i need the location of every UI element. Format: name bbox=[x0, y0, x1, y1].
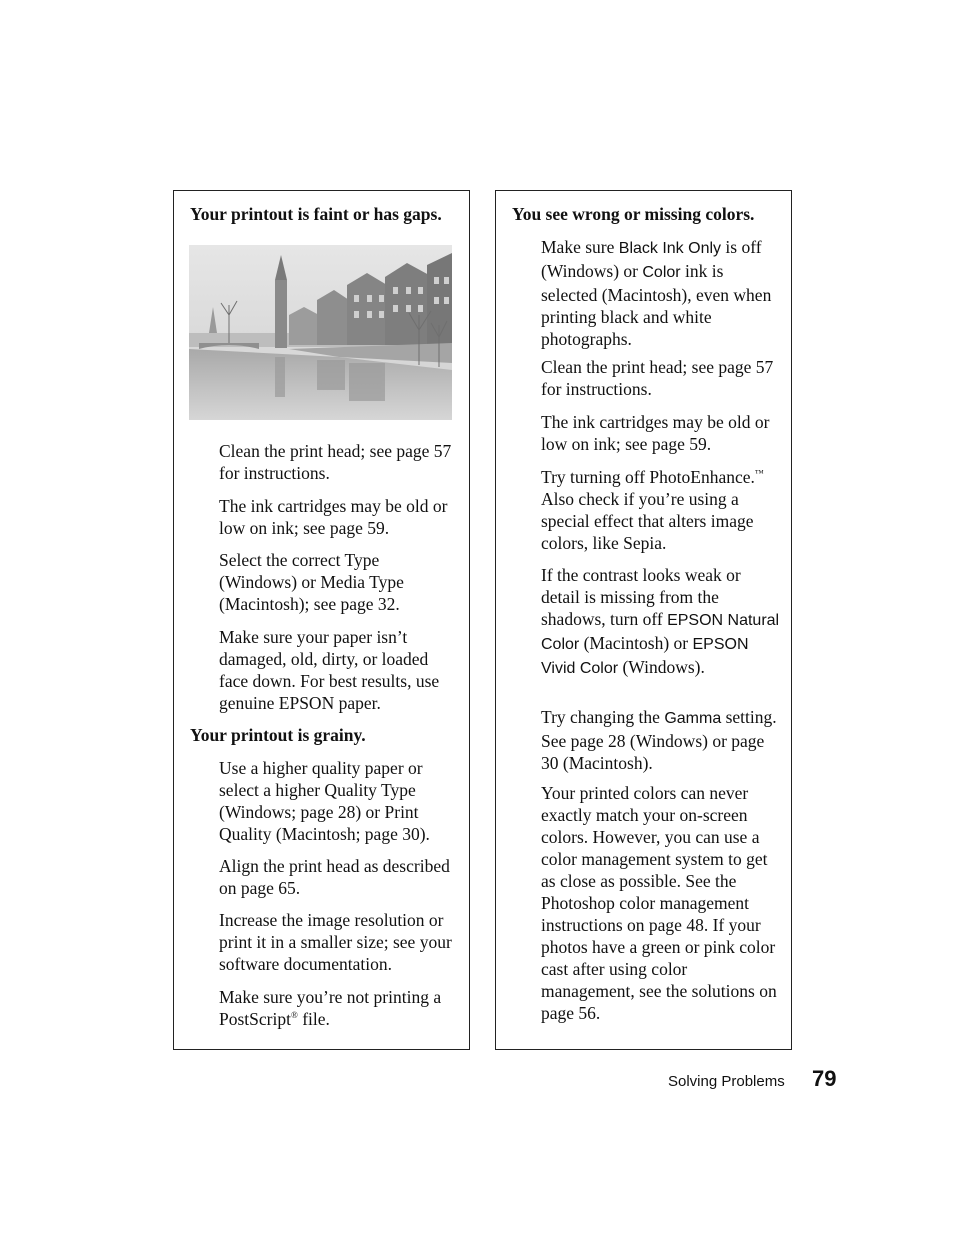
quality-text: Use a higher quality paper or select a higher Quality Type (Windows; page 28) or Print Quality (Macintosh; page 30). bbox=[219, 758, 430, 844]
canal-photo bbox=[189, 245, 452, 420]
cartridges-text-right: The ink cartridges may be old or low on ink; see page 59. bbox=[541, 412, 770, 454]
align-head-text: Align the print head as described on page 65. bbox=[219, 856, 450, 898]
faint-gaps-heading: Your printout is faint or has gaps. bbox=[190, 204, 442, 224]
media-type-text: Select the correct Type (Windows) or Media Type (Macintosh); see page 32. bbox=[219, 550, 404, 614]
contrast-text: If the contrast looks weak or detail is missing from the shadows, turn off EPSON Natural Color (Macintosh) or EPSON Vivid Color (Windows). bbox=[541, 565, 780, 677]
paper-condition-text: Make sure your paper isn’t damaged, old, dirty, or loaded face down. For best results, use genuine EPSON paper. bbox=[219, 627, 440, 713]
photoenhance-text: Try turning off PhotoEnhance.™ Also check if you’re using a special effect that alters image colors, like Sepia. bbox=[541, 467, 764, 553]
color-management-text: Your printed colors can never exactly match your on-screen colors. However, you can use a color management system to get as close as possible. See the Photoshop color management instructions on page 48. If your photos have a green or pink color cast after using color management, see the solutions on page 56. bbox=[541, 783, 777, 1023]
section-label: Solving Problems bbox=[668, 1073, 785, 1090]
gamma-text: Try changing the Gamma setting. See page 28 (Windows) or page 30 (Macintosh). bbox=[541, 707, 777, 773]
black-ink-text: Make sure Black Ink Only is off (Windows) or Color ink is selected (Macintosh), even when printing black and white photographs. bbox=[541, 237, 772, 349]
page-number: 79 bbox=[812, 1066, 837, 1091]
wrong-colors-heading: You see wrong or missing colors. bbox=[512, 204, 755, 224]
clean-head-text-right: Clean the print head; see page 57 for instructions. bbox=[541, 357, 774, 399]
clean-head-text: Clean the print head; see page 57 for instructions. bbox=[219, 441, 452, 483]
postscript-text: Make sure you’re not printing a PostScript® file. bbox=[219, 987, 442, 1029]
grainy-heading: Your printout is grainy. bbox=[190, 725, 366, 745]
cartridges-text: The ink cartridges may be old or low on ink; see page 59. bbox=[219, 496, 448, 538]
resolution-text: Increase the image resolution or print it in a smaller size; see your software documentation. bbox=[219, 910, 452, 974]
